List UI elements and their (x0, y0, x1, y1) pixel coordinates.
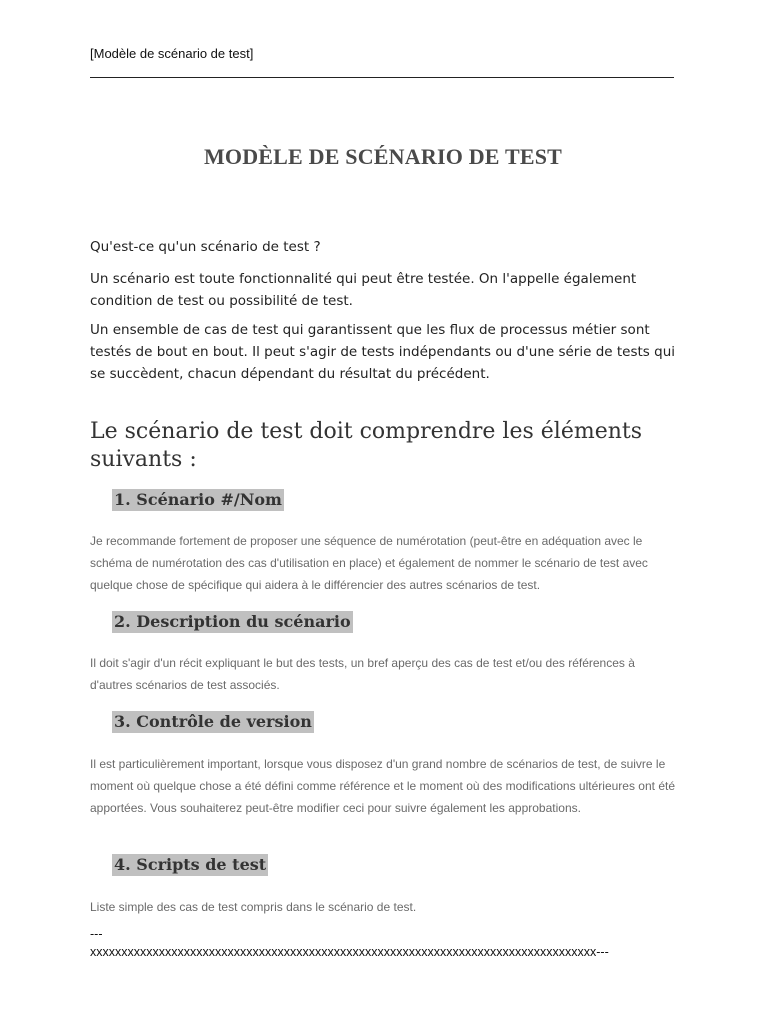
intro-paragraph-2: Un ensemble de cas de test qui garantissent que les flux de processus métier sont testés de bout en bout. Il peut s'agir de tests indépendants ou d'une série de tests qui se succèdent, chacun dépendant du résultat du précédent. (90, 322, 675, 382)
item-heading-test-scripts: 4. Scripts de test (114, 855, 267, 874)
section-heading: Le scénario de test doit comprendre les éléments suivants : (90, 419, 643, 472)
intro-question: Qu'est-ce qu'un scénario de test ? (90, 239, 321, 255)
document-title: MODÈLE DE SCÉNARIO DE TEST (203, 144, 563, 169)
item-heading-description: 2. Description du scénario (114, 612, 351, 631)
item-text-scenario-name: Je recommande fortement de proposer une séquence de numérotation (peut-être en adéquation avec le schéma de numérotation des cas d'utilisation en place) et également de nommer le scénario de test avec quelque chose de spécifique qui aidera à le différencier des autres scénarios de test. (90, 534, 648, 592)
item-text-version-control: Il est particulièrement important, lorsque vous disposez d'un grand nombre de scénarios de test, de suivre le moment où quelque chose a été défini comme référence et le moment où des modifications ultérieures ont été apportées. Vous souhaiterez peut-être modifier ceci pour suivre également les approbations. (90, 757, 675, 815)
item-heading-version-control: 3. Contrôle de version (114, 712, 312, 731)
placeholder-dashes: --- (90, 927, 103, 941)
item-text-test-scripts: Liste simple des cas de test compris dans le scénario de test. (90, 900, 417, 914)
header-divider (90, 77, 674, 78)
item-heading-scenario-name: 1. Scénario #/Nom (114, 490, 282, 509)
page-header: [Modèle de scénario de test] (90, 46, 254, 61)
placeholder-x-line: xxxxxxxxxxxxxxxxxxxxxxxxxxxxxxxxxxxxxxxxxxxxxxxxxxxxxxxxxxxxxxxxxxxxxxxxxxxxxxxxx--- (90, 945, 609, 959)
intro-paragraph-1: Un scénario est toute fonctionnalité qui peut être testée. On l'appelle également condition de test ou possibilité de test. (90, 271, 637, 309)
item-text-description: Il doit s'agir d'un récit expliquant le but des tests, un bref aperçu des cas de test et/ou des références à d'autres scénarios de test associés. (90, 656, 635, 692)
